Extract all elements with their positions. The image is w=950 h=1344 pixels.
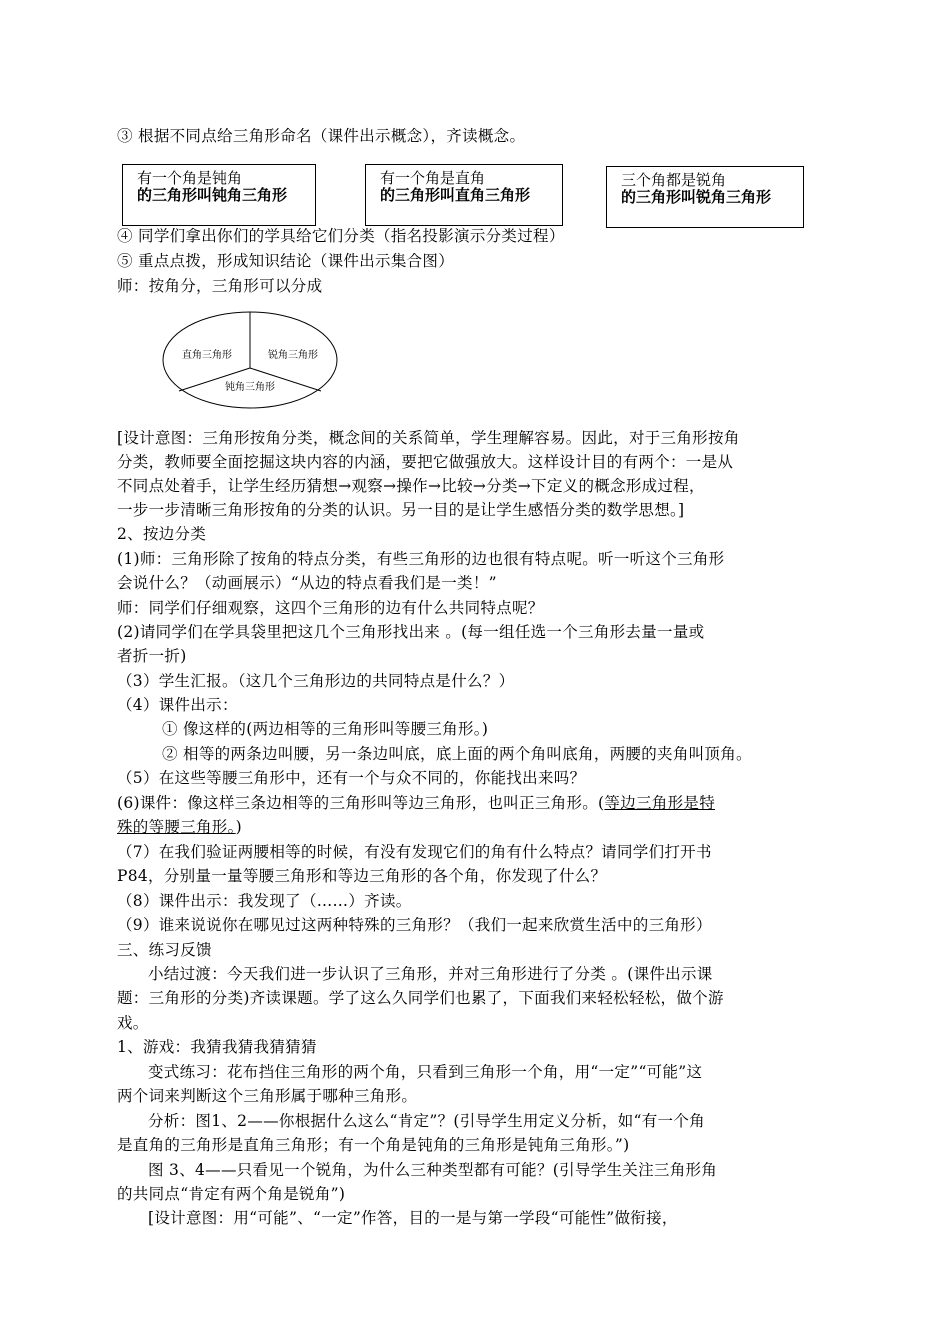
set-label-obtuse-triangle: 钝角三角形 xyxy=(225,382,275,393)
side-step-6-line2 xyxy=(117,817,242,837)
teacher-side-question: 师：同学们仔细观察，这四个三角形的边有什么共同特点呢？ xyxy=(117,599,544,617)
right-concept-box xyxy=(365,164,563,226)
right-concept-line2: 的三角形叫直角三角形 xyxy=(380,186,531,204)
triangle-set-diagram xyxy=(155,308,345,413)
side-step-1-line2: 会说什么？（动画展示）“从边的特点看我们是一类！” xyxy=(117,574,497,592)
side-step-7-line1: （7）在我们验证两腰相等的时候，有没有发现它们的角有什么特点？请同学们打开书 xyxy=(117,843,712,861)
acute-concept-line2: 的三角形叫锐角三角形 xyxy=(621,188,772,206)
obtuse-concept-line2: 的三角形叫钝角三角形 xyxy=(137,186,288,204)
side-step-1-line1: (1)师：三角形除了按角的特点分类，有些三角形的边也很有特点呢。听一听这个三角形 xyxy=(117,550,725,568)
acute-concept-line1: 三个角都是锐角 xyxy=(621,171,727,189)
side-step-7-line2: P84，分别量一量等腰三角形和等边三角形的各个角，你发现了什么？ xyxy=(117,867,607,885)
summary-line1: 小结过渡：今天我们进一步认识了三角形，并对三角形进行了分类 。(课件出示课 xyxy=(148,965,713,983)
equilateral-note-part2: 殊的等腰三角形。 xyxy=(117,818,236,836)
set-label-acute-triangle: 锐角三角形 xyxy=(268,350,318,361)
figure-34-line2: 的共同点“肯定有两个角是锐角”) xyxy=(117,1185,346,1203)
game-heading: 1、游戏：我猜我猜我猜猜猜 xyxy=(117,1038,317,1056)
design-intent-line4: 一步一步清晰三角形按角的分类的认识。另一目的是让学生感悟分类的数学思想。] xyxy=(117,501,685,519)
equilateral-note-close: ) xyxy=(235,818,243,836)
section-practice-heading: 三、练习反馈 xyxy=(117,941,212,959)
isosceles-definition: ① 像这样的(两边相等的三角形叫等腰三角形。) xyxy=(162,720,489,738)
set-label-right-triangle: 直角三角形 xyxy=(182,350,232,361)
figure-34-line1: 图 3、4——只看见一个锐角，为什么三种类型都有可能？(引导学生关注三角形角 xyxy=(148,1161,718,1179)
isosceles-parts: ② 相等的两条边叫腰，另一条边叫底，底上面的两个角叫底角，两腰的夹角叫顶角。 xyxy=(162,745,752,763)
design-intent-line1: [设计意图：三角形按角分类，概念间的关系简单，学生理解容易。因此，对于三角形按角 xyxy=(117,429,740,447)
summary-line2: 题：三角形的分类)齐读课题。学了这么久同学们也累了，下面我们来轻松轻松，做个游 xyxy=(117,989,724,1007)
analysis-line2: 是直角的三角形是直角三角形；有一个角是钝角的三角形是钝角三角形。”) xyxy=(117,1136,630,1154)
acute-concept-box xyxy=(606,166,804,228)
side-step-9: （9）谁来说说你在哪见过这两种特殊的三角形？（我们一起来欣赏生活中的三角形） xyxy=(117,916,712,934)
variant-practice-line2: 两个词来判断这个三角形属于哪种三角形。 xyxy=(117,1087,418,1105)
right-concept-line1: 有一个角是直角 xyxy=(380,169,486,187)
step-5-text: ⑤ 重点点拨，形成知识结论（课件出示集合图） xyxy=(117,252,455,270)
equilateral-definition: (6)课件：像这样三条边相等的三角形叫等边三角形，也叫正三角形。( xyxy=(117,794,605,812)
obtuse-concept-box xyxy=(122,164,316,226)
section-side-heading: 2、按边分类 xyxy=(117,525,207,543)
design-intent-line2: 分类，教师要全面挖掘这块内容的内涵，要把它做强放大。这样设计目的有两个：一是从 xyxy=(117,453,734,471)
side-step-8: （8）课件出示：我发现了（……）齐读。 xyxy=(117,892,412,910)
side-step-2-line1: (2)请同学们在学具袋里把这几个三角形找出来 。(每一组任选一个三角形去量一量或 xyxy=(117,623,705,641)
side-step-3: （3）学生汇报。（这几个三角形边的共同特点是什么？） xyxy=(117,672,515,690)
design-intent-final: [设计意图：用“可能”、“一定”作答，目的一是与第一学段“可能性”做衔接， xyxy=(148,1209,678,1227)
analysis-line1: 分析：图1、2——你根据什么这么“肯定”？(引导学生用定义分析，如“有一个角 xyxy=(148,1112,705,1130)
side-step-6-line1 xyxy=(117,793,715,813)
step-3-text: ③ 根据不同点给三角形命名（课件出示概念），齐读概念。 xyxy=(117,127,526,145)
summary-line3: 戏。 xyxy=(117,1014,149,1032)
teacher-angle-text: 师：按角分，三角形可以分成 xyxy=(117,277,323,295)
step-4-text: ④ 同学们拿出你们的学具给它们分类（指名投影演示分类过程） xyxy=(117,227,565,245)
equilateral-note-part1: 等边三角形是特 xyxy=(604,794,716,812)
side-step-2-line2: 者折一折) xyxy=(117,647,187,665)
obtuse-concept-line1: 有一个角是钝角 xyxy=(137,169,243,187)
side-step-5: （5）在这些等腰三角形中，还有一个与众不同的，你能找出来吗？ xyxy=(117,769,586,787)
design-intent-line3: 不同点处着手，让学生经历猜想→观察→操作→比较→分类→下定义的概念形成过程， xyxy=(117,477,705,495)
side-step-4: （4）课件出示： xyxy=(117,696,238,714)
variant-practice-line1: 变式练习：花布挡住三角形的两个角，只看到三角形一个角，用“一定”“可能”这 xyxy=(148,1063,703,1081)
